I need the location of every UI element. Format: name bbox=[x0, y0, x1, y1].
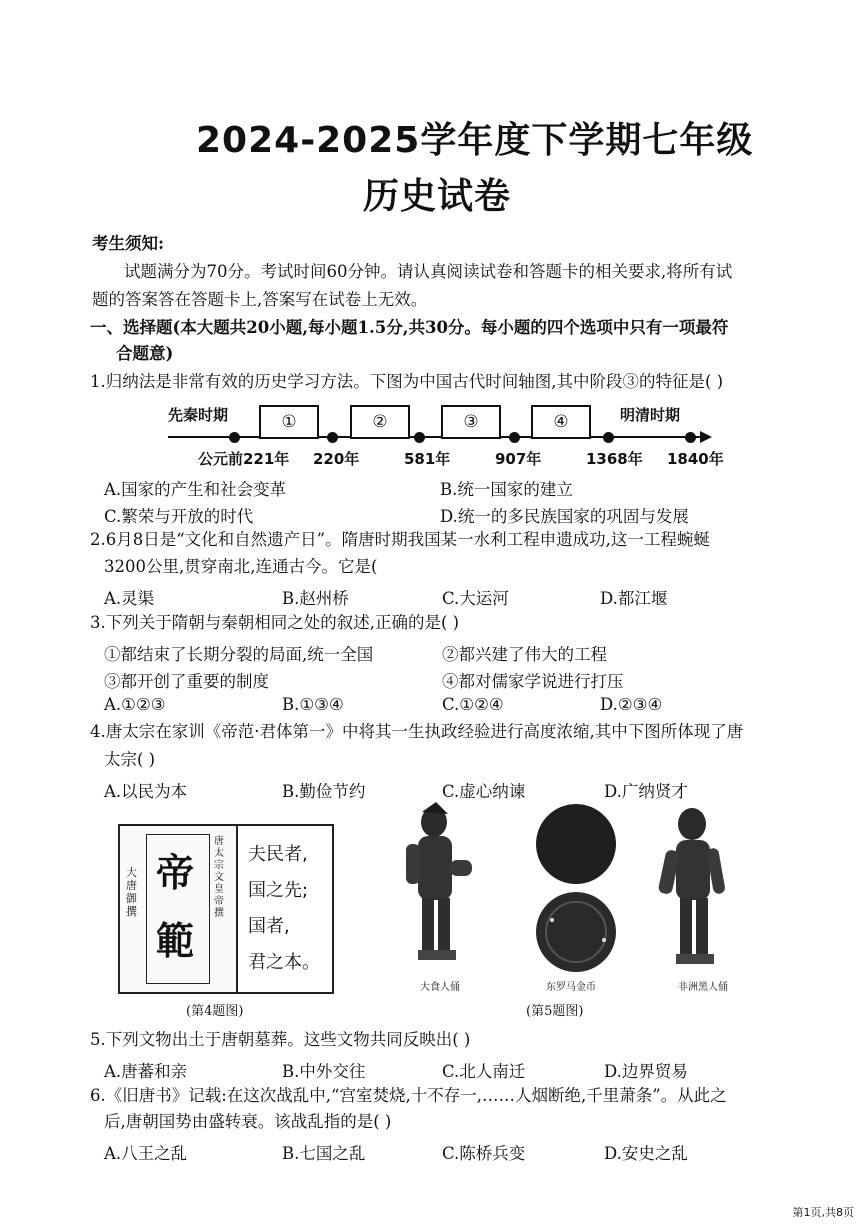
timeline-date: 907年 bbox=[495, 450, 542, 468]
african-figurine-image bbox=[654, 806, 734, 972]
q6-option-b: B.七国之乱 bbox=[282, 1144, 366, 1163]
timeline-left-label: 先秦时期 bbox=[168, 406, 229, 424]
exam-title-line1: 2024-2025学年度下学期七年级 bbox=[196, 120, 754, 161]
q5-option-d: D.边界贸易 bbox=[604, 1062, 688, 1081]
q6-option-a: A.八王之乱 bbox=[104, 1144, 188, 1163]
q1-stem: 1.归纳法是非常有效的历史学习方法。下图为中国古代时间轴图,其中阶段③的特征是( ) bbox=[90, 372, 724, 391]
timeline-point bbox=[229, 432, 240, 443]
book-side-text-left: 大唐御撰 bbox=[126, 866, 137, 918]
roman-coin-image bbox=[532, 800, 622, 980]
q2-option-c: C.大运河 bbox=[442, 589, 509, 608]
timeline-axis bbox=[168, 436, 706, 438]
book-title-char-1: 帝 bbox=[156, 850, 195, 895]
timeline-point bbox=[414, 432, 425, 443]
timeline-stage-2: ② bbox=[350, 405, 410, 439]
book-title-char-2: 範 bbox=[156, 918, 195, 963]
timeline-right-label: 明清时期 bbox=[620, 406, 681, 424]
timeline-point bbox=[685, 432, 696, 443]
q3-option-a: A.①②③ bbox=[104, 695, 166, 714]
q2-option-a: A.灵渠 bbox=[104, 589, 155, 608]
timeline-point bbox=[327, 432, 338, 443]
q3-item-4: ④都对儒家学说进行打压 bbox=[442, 672, 624, 691]
q4-stem-line1: 4.唐太宗在家训《帝范·君体第一》中将其一生执政经验进行高度浓缩,其中下图所体现了唐 bbox=[90, 722, 744, 741]
notice-label: 考生须知: bbox=[92, 234, 165, 253]
q4-stem-line2: 太宗( ) bbox=[104, 750, 156, 769]
q3-item-3: ③都开创了重要的制度 bbox=[104, 672, 269, 691]
timeline-date: 581年 bbox=[404, 450, 451, 468]
q6-stem-line2: 后,唐朝国势由盛转衰。该战乱指的是( ) bbox=[104, 1112, 392, 1131]
q5-option-c: C.北人南迁 bbox=[442, 1062, 526, 1081]
book-cover-image bbox=[118, 824, 240, 994]
timeline-date: 220年 bbox=[313, 450, 360, 468]
q4-option-a: A.以民为本 bbox=[104, 782, 188, 801]
quote-line-2: 国之先; bbox=[248, 880, 309, 901]
section1-heading-cont: 合题意) bbox=[116, 344, 174, 363]
timeline-date: 1368年 bbox=[586, 450, 643, 468]
q2-option-b: B.赵州桥 bbox=[282, 589, 349, 608]
q3-item-2: ②都兴建了伟大的工程 bbox=[442, 645, 607, 664]
q3-option-c: C.①②④ bbox=[442, 695, 504, 714]
q6-option-d: D.安史之乱 bbox=[604, 1144, 688, 1163]
q5-stem: 5.下列文物出土于唐朝墓葬。这些文物共同反映出( ) bbox=[90, 1030, 471, 1049]
q3-stem: 3.下列关于隋朝与秦朝相同之处的叙述,正确的是( ) bbox=[90, 613, 460, 632]
timeline-point bbox=[509, 432, 520, 443]
q1-option-b: B.统一国家的建立 bbox=[440, 480, 573, 499]
q4-option-d: D.广纳贤才 bbox=[604, 782, 688, 801]
artifact-label-3: 非洲黑人俑 bbox=[678, 982, 728, 993]
artifact-label-1: 大食人俑 bbox=[420, 982, 460, 993]
page-number: 第1页,共8页 bbox=[792, 1206, 854, 1219]
q1-option-a: A.国家的产生和社会变革 bbox=[104, 480, 287, 499]
foreign-figurine-image bbox=[396, 800, 476, 970]
q3-option-b: B.①③④ bbox=[282, 695, 344, 714]
q1-option-d: D.统一的多民族国家的巩固与发展 bbox=[440, 507, 689, 526]
book-side-text-right: 唐太宗文皇帝撰 bbox=[214, 836, 224, 919]
quote-line-1: 夫民者, bbox=[248, 844, 308, 865]
q6-stem-line1: 6.《旧唐书》记载:在这次战乱中,“宫室焚烧,十不存一,……人烟断绝,千里萧条”。从此之 bbox=[90, 1086, 727, 1105]
timeline-date: 1840年 bbox=[667, 450, 724, 468]
q4-figure-caption: (第4题图) bbox=[186, 1004, 244, 1019]
section1-heading: 一、选择题(本大题共20小题,每小题1.5分,共30分。每小题的四个选项中只有一项最符 bbox=[90, 318, 729, 337]
q3-item-1: ①都结束了长期分裂的局面,统一全国 bbox=[104, 645, 374, 664]
q1-option-c: C.繁荣与开放的时代 bbox=[104, 507, 254, 526]
timeline-stage-3: ③ bbox=[441, 405, 501, 439]
q5-option-b: B.中外交往 bbox=[282, 1062, 366, 1081]
artifact-label-2: 东罗马金币 bbox=[546, 982, 596, 993]
q6-option-c: C.陈桥兵变 bbox=[442, 1144, 526, 1163]
timeline-stage-1: ① bbox=[259, 405, 319, 439]
timeline-arrow-icon bbox=[700, 431, 712, 443]
q2-stem-line2: 3200公里,贯穿南北,连通古今。它是( bbox=[104, 557, 378, 576]
q4-option-c: C.虚心纳谏 bbox=[442, 782, 526, 801]
q5-option-a: A.唐蕃和亲 bbox=[104, 1062, 188, 1081]
timeline-stage-4: ④ bbox=[531, 405, 591, 439]
timeline-date: 公元前221年 bbox=[198, 450, 290, 468]
q5-figure-caption: (第5题图) bbox=[526, 1004, 584, 1019]
quote-line-4: 君之本。 bbox=[248, 952, 320, 973]
q2-option-d: D.都江堰 bbox=[600, 589, 668, 608]
q2-stem-line1: 2.6月8日是“文化和自然遗产日”。隋唐时期我国某一水利工程申遗成功,这一工程蜿蜒 bbox=[90, 530, 710, 549]
notice-line2: 题的答案答在答题卡上,答案写在试卷上无效。 bbox=[92, 290, 428, 309]
exam-title-line2: 历史试卷 bbox=[363, 176, 512, 217]
q4-option-b: B.勤俭节约 bbox=[282, 782, 366, 801]
quote-line-3: 国者, bbox=[248, 916, 290, 937]
notice-line1: 试题满分为70分。考试时间60分钟。请认真阅读试卷和答题卡的相关要求,将所有试 bbox=[124, 262, 733, 281]
quote-panel bbox=[236, 824, 334, 994]
q3-option-d: D.②③④ bbox=[600, 695, 663, 714]
timeline-point bbox=[603, 432, 614, 443]
